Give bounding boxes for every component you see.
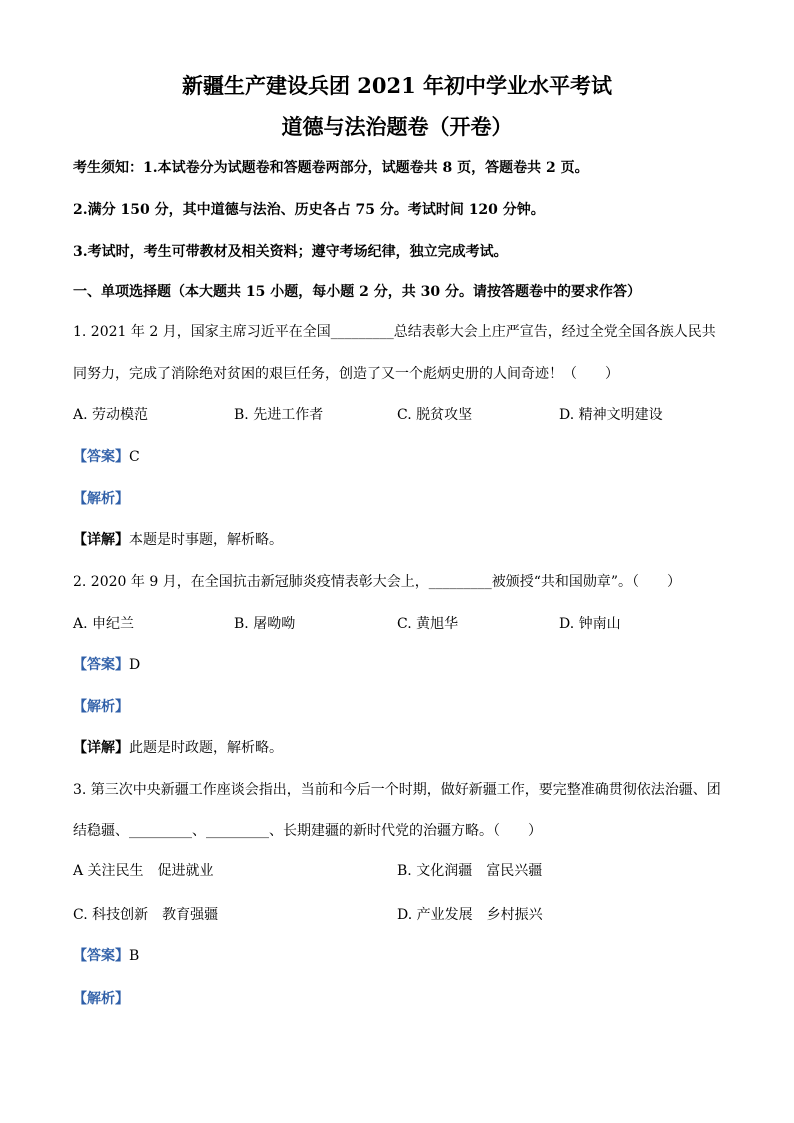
- detail-tag: 【详解】: [73, 740, 129, 756]
- q2-analysis-tag: 【解析】: [73, 699, 129, 715]
- answer-tag: 【答案】: [73, 449, 129, 465]
- answer-tag: 【答案】: [73, 948, 129, 964]
- q1-option-b: B. 先进工作者: [234, 407, 324, 423]
- q2-option-d: D. 钟南山: [559, 616, 621, 632]
- notice-line-1: 考生须知：1.本试卷分为试题卷和答题卷两部分，试题卷共 8 页，答题卷共 2 页。: [73, 160, 589, 176]
- exam-subtitle: 道德与法治题卷（开卷）: [281, 114, 513, 139]
- notice-line-3: 3.考试时，考生可带教材及相关资料；遵守考场纪律，独立完成考试。: [73, 244, 508, 260]
- q2-option-a: A. 申纪兰: [73, 616, 135, 632]
- answer-value: C: [129, 449, 140, 465]
- q3-stem-line-2: 结稳疆、_________、_________、长期建疆的新时代党的治疆方略。（ ）: [73, 823, 542, 839]
- q3-option-a: A 关注民生 促进就业: [73, 863, 214, 879]
- section-title: 一、单项选择题（本大题共 15 小题，每小题 2 分，共 30 分。请按答题卷中的要求作答）: [73, 284, 641, 300]
- answer-value: D: [129, 657, 141, 673]
- q3-option-c: C. 科技创新 教育强疆: [73, 907, 219, 923]
- detail-text: 本题是时事题，解析略。: [129, 532, 283, 548]
- q3-stem-line-1: 3. 第三次中央新疆工作座谈会指出，当前和今后一个时期，做好新疆工作，要完整准确贯彻依法治疆、团: [73, 782, 721, 798]
- q2-option-b: B. 屠呦呦: [234, 616, 296, 632]
- q3-analysis-tag: 【解析】: [73, 991, 129, 1007]
- q2-option-c: C. 黄旭华: [397, 616, 459, 632]
- q1-analysis-tag: 【解析】: [73, 491, 129, 507]
- q1-option-d: D. 精神文明建设: [559, 407, 663, 423]
- q3-option-b: B. 文化润疆 富民兴疆: [397, 863, 543, 879]
- q1-option-c: C. 脱贫攻坚: [397, 407, 473, 423]
- q2-stem-line-1: 2. 2020 年 9 月，在全国抗击新冠肺炎疫情表彰大会上，_________被颁授“共和国勋章”。（ ）: [73, 574, 682, 590]
- q1-option-a: A. 劳动模范: [73, 407, 149, 423]
- notice-line-2: 2.满分 150 分，其中道德与法治、历史各占 75 分。考试时间 120 分钟。: [73, 202, 545, 218]
- answer-value: B: [129, 948, 140, 964]
- exam-title: 新疆生产建设兵团 2021 年初中学业水平考试: [181, 73, 613, 98]
- q1-stem-line-1: 1. 2021 年 2 月，国家主席习近平在全国_________总结表彰大会上庄严宣告，经过全党全国各族人民共: [73, 324, 716, 340]
- detail-tag: 【详解】: [73, 532, 129, 548]
- q3-option-d: D. 产业发展 乡村振兴: [397, 907, 543, 923]
- answer-tag: 【答案】: [73, 657, 129, 673]
- detail-text: 此题是时政题，解析略。: [129, 740, 283, 756]
- q1-answer: [73, 447, 140, 467]
- q2-answer: [73, 655, 140, 675]
- q3-answer: [73, 946, 139, 966]
- q1-detail: [73, 530, 283, 550]
- q1-stem-line-2: 同努力，完成了消除绝对贫困的艰巨任务，创造了又一个彪炳史册的人间奇迹！（ ）: [73, 366, 619, 382]
- q2-detail: [73, 738, 283, 758]
